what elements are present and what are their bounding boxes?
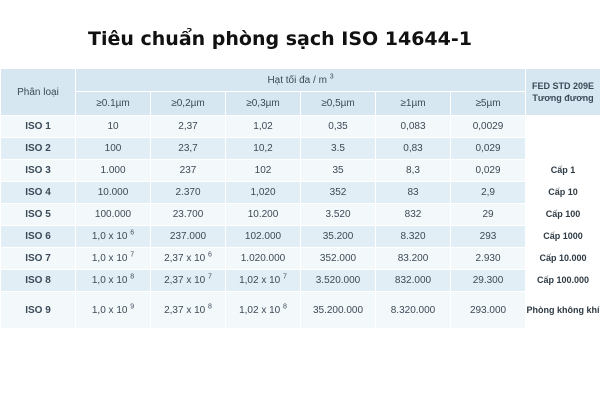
value-text: 2.930	[475, 253, 501, 264]
value-text: 29.300	[472, 275, 504, 286]
value-text: 0,029	[475, 165, 501, 176]
fed-std-cell: Cấp 1000	[526, 226, 600, 248]
particle-count-cell	[226, 226, 301, 248]
value-text: 352	[329, 187, 347, 198]
particle-count-cell	[301, 138, 376, 160]
particle-count-cell	[451, 182, 526, 204]
particle-count-cell	[76, 116, 151, 138]
table-row	[1, 182, 600, 204]
value-text: 3.520.000	[315, 275, 361, 286]
value-text: 10,2	[253, 143, 273, 154]
particle-count-cell	[151, 138, 226, 160]
value-text: 8,3	[406, 165, 420, 176]
table-header	[1, 69, 600, 116]
particle-count-cell	[226, 270, 301, 292]
value-text: 2,37 x 10	[164, 253, 206, 264]
fed-std-cell	[526, 116, 600, 138]
size-header: ≥0,2µm	[151, 92, 226, 116]
table-row	[1, 292, 600, 329]
particle-count-cell	[76, 138, 151, 160]
particle-count-cell	[376, 138, 451, 160]
value-text: 1,02	[253, 121, 273, 132]
value-text: 23,7	[178, 143, 198, 154]
value-text: 2,9	[481, 187, 495, 198]
particle-count-cell	[151, 160, 226, 182]
value-text: 83	[407, 187, 419, 198]
value-text: 832.000	[394, 275, 432, 286]
table-row	[1, 116, 600, 138]
value-text: 0,35	[328, 121, 348, 132]
value-text: 0,029	[475, 143, 501, 154]
size-header: ≥0,5µm	[301, 92, 376, 116]
particle-count-cell	[451, 160, 526, 182]
particle-group-label: Hạt tối đa / m	[267, 74, 327, 86]
particle-count-cell	[226, 182, 301, 204]
particle-count-cell	[376, 160, 451, 182]
particle-count-cell	[376, 116, 451, 138]
exponent: 6	[130, 229, 135, 237]
fed-std-cell: Cấp 10.000	[526, 248, 600, 270]
particle-count-cell	[376, 182, 451, 204]
particle-count-cell	[151, 182, 226, 204]
value-text: 100.000	[94, 209, 132, 220]
value-text: 0,83	[403, 143, 423, 154]
fed-std-cell: Cấp 100	[526, 204, 600, 226]
particle-count-cell	[151, 226, 226, 248]
value-text: 0,083	[400, 121, 426, 132]
value-text: 2,37 x 10	[164, 275, 206, 286]
table-row	[1, 270, 600, 292]
particle-count-cell	[301, 248, 376, 270]
value-text: 832	[404, 209, 422, 220]
iso-class-cell: ISO 3	[1, 160, 76, 182]
particle-group-sup: 3	[329, 73, 334, 81]
value-text: 1,02 x 10	[239, 304, 281, 316]
value-text: 2.370	[175, 187, 201, 198]
particle-count-cell	[226, 138, 301, 160]
value-text: 1,02 x 10	[239, 275, 281, 286]
value-text: 1,0 x 10	[91, 231, 128, 242]
table-row	[1, 248, 600, 270]
page-title: Tiêu chuẩn phòng sạch ISO 14644-1	[88, 28, 472, 50]
value-text: 102	[254, 165, 272, 176]
particle-count-cell	[226, 116, 301, 138]
particle-count-cell	[151, 116, 226, 138]
particle-count-cell	[451, 226, 526, 248]
particle-count-cell	[451, 292, 526, 329]
value-text: 8.320.000	[390, 304, 436, 316]
particle-count-cell	[76, 248, 151, 270]
particle-count-cell	[76, 182, 151, 204]
value-text: 1.020.000	[240, 253, 286, 264]
particle-count-cell	[301, 270, 376, 292]
classification-header: Phân loại	[1, 69, 76, 116]
table-body	[1, 116, 600, 329]
value-text: 1,020	[250, 187, 276, 198]
fed-std-line1: FED STD 209E	[532, 81, 595, 91]
particle-count-cell	[76, 204, 151, 226]
iso-cleanroom-table	[0, 68, 600, 329]
value-text: 237	[179, 165, 197, 176]
particle-count-cell	[76, 226, 151, 248]
size-header: ≥5µm	[451, 92, 526, 116]
fed-std-line2: Tương đương	[532, 93, 594, 103]
particle-group-header	[76, 69, 526, 92]
value-text: 1,0 x 10	[91, 275, 128, 286]
fed-std-cell: Cấp 1	[526, 160, 600, 182]
exponent: 7	[130, 251, 135, 259]
exponent: 9	[130, 303, 135, 311]
exponent: 7	[208, 273, 212, 281]
particle-count-cell	[451, 204, 526, 226]
value-text: 35.200.000	[312, 304, 364, 316]
value-text: 1.000	[100, 165, 126, 176]
particle-count-cell	[376, 226, 451, 248]
table-row	[1, 204, 600, 226]
particle-count-cell	[376, 270, 451, 292]
particle-count-cell	[226, 160, 301, 182]
fed-std-cell: Cấp 100.000	[526, 270, 600, 292]
particle-count-cell	[376, 248, 451, 270]
particle-count-cell	[376, 204, 451, 226]
exponent: 8	[130, 273, 135, 281]
value-text: 100	[104, 143, 122, 154]
fed-std-header	[526, 69, 600, 116]
iso-class-cell: ISO 1	[1, 116, 76, 138]
table-row	[1, 138, 600, 160]
table-row	[1, 226, 600, 248]
particle-count-cell	[301, 204, 376, 226]
particle-count-cell	[301, 182, 376, 204]
value-text: 102.000	[244, 231, 282, 242]
particle-count-cell	[301, 226, 376, 248]
value-text: 293.000	[469, 304, 507, 316]
value-text: 2,37	[178, 121, 198, 132]
value-text: 35.200	[322, 231, 354, 242]
particle-count-cell	[76, 292, 151, 329]
particle-count-cell	[301, 116, 376, 138]
value-text: 10.000	[97, 187, 129, 198]
value-text: 35	[332, 165, 344, 176]
size-header: ≥0,3µm	[226, 92, 301, 116]
fed-std-cell: Phòng không khí	[526, 292, 600, 329]
particle-count-cell	[226, 204, 301, 226]
value-text: 3.520	[325, 209, 351, 220]
particle-count-cell	[76, 160, 151, 182]
size-header: ≥1µm	[376, 92, 451, 116]
particle-count-cell	[151, 204, 226, 226]
iso-class-cell: ISO 2	[1, 138, 76, 160]
exponent: 7	[283, 273, 287, 281]
value-text: 352.000	[319, 253, 357, 264]
particle-count-cell	[151, 248, 226, 270]
value-text: 3.5	[331, 143, 345, 154]
particle-count-cell	[376, 292, 451, 329]
particle-count-cell	[451, 138, 526, 160]
iso-class-cell: ISO 9	[1, 292, 76, 329]
value-text: 2,37 x 10	[164, 304, 206, 316]
iso-class-cell: ISO 7	[1, 248, 76, 270]
value-text: 237.000	[169, 231, 207, 242]
particle-count-cell	[226, 248, 301, 270]
particle-count-cell	[451, 116, 526, 138]
exponent: 6	[208, 251, 212, 259]
exponent: 8	[208, 303, 212, 311]
value-text: 83.200	[397, 253, 429, 264]
iso-class-cell: ISO 4	[1, 182, 76, 204]
value-text: 1,0 x 10	[91, 253, 128, 264]
size-header: ≥0.1µm	[76, 92, 151, 116]
iso-class-cell: ISO 5	[1, 204, 76, 226]
value-text: 23.700	[172, 209, 204, 220]
value-text: 1,0 x 10	[91, 304, 128, 316]
particle-count-cell	[301, 160, 376, 182]
particle-count-cell	[151, 270, 226, 292]
value-text: 0,0029	[472, 121, 504, 132]
value-text: 10	[107, 121, 119, 132]
fed-std-cell	[526, 138, 600, 160]
particle-count-cell	[226, 292, 301, 329]
iso-class-cell: ISO 6	[1, 226, 76, 248]
table-row	[1, 160, 600, 182]
particle-count-cell	[301, 292, 376, 329]
value-text: 8.320	[400, 231, 426, 242]
value-text: 29	[482, 209, 494, 220]
particle-count-cell	[76, 270, 151, 292]
exponent: 8	[283, 303, 287, 311]
particle-count-cell	[151, 292, 226, 329]
iso-class-cell: ISO 8	[1, 270, 76, 292]
particle-count-cell	[451, 248, 526, 270]
particle-count-cell	[451, 270, 526, 292]
value-text: 10.200	[247, 209, 279, 220]
value-text: 293	[479, 231, 497, 242]
fed-std-cell: Cấp 10	[526, 182, 600, 204]
